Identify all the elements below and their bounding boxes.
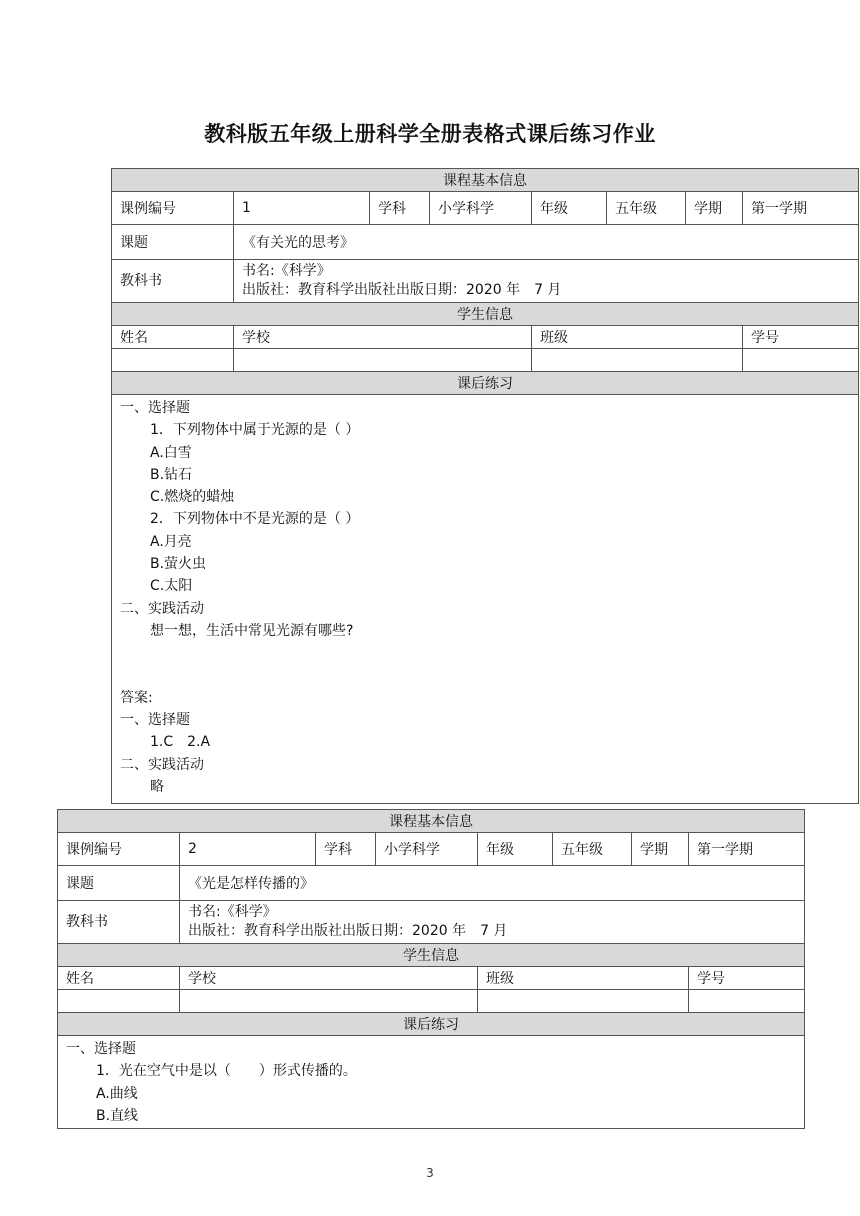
exercise-line: 二、实践活动 [120, 600, 204, 617]
exercise-line: 1．光在空气中是以（ ）形式传播的。 [96, 1063, 357, 1080]
term-label: 学期 [686, 192, 743, 225]
name-label: 姓名 [112, 326, 234, 349]
lesson-no-value: 2 [180, 833, 316, 866]
school-label: 学校 [234, 326, 532, 349]
class-field[interactable] [532, 349, 743, 372]
term-value: 第一学期 [689, 833, 805, 866]
basic-info-header: 课程基本信息 [112, 169, 859, 192]
subject-label: 学科 [370, 192, 430, 225]
textbook-value [234, 260, 859, 303]
exercise-line: 一、选择题 [66, 1041, 136, 1057]
school-field[interactable] [234, 349, 532, 372]
class-label: 班级 [532, 326, 743, 349]
exercise-line: 2．下列物体中不是光源的是（ ） [150, 511, 360, 528]
exercise-line: B.直线 [96, 1107, 139, 1124]
grade-value: 五年级 [553, 833, 632, 866]
student-info-header: 学生信息 [58, 944, 805, 967]
topic-value: 《有关光的思考》 [234, 225, 859, 260]
publisher-info: 出版社：教育科学出版社出版日期：2020 年 7 月 [188, 923, 508, 939]
exercise-body [112, 395, 859, 804]
subject-value: 小学科学 [430, 192, 532, 225]
subject-value: 小学科学 [376, 833, 478, 866]
grade-value: 五年级 [607, 192, 686, 225]
exercise-header: 课后练习 [58, 1013, 805, 1036]
exercise-line: C.燃烧的蜡烛 [150, 489, 235, 506]
student-no-label: 学号 [689, 967, 805, 990]
term-value: 第一学期 [743, 192, 859, 225]
exercise-line: 答案: [120, 689, 153, 706]
basic-info-header: 课程基本信息 [58, 810, 805, 833]
exercise-line: 1．下列物体中属于光源的是（ ） [150, 422, 360, 439]
exercise-line: 略 [150, 779, 164, 796]
exercise-line [120, 642, 850, 664]
lesson-no-label: 课例编号 [112, 192, 234, 225]
topic-value: 《光是怎样传播的》 [180, 866, 805, 901]
school-field[interactable] [180, 990, 478, 1013]
lesson-no-label: 课例编号 [58, 833, 180, 866]
name-field[interactable] [58, 990, 180, 1013]
school-label: 学校 [180, 967, 478, 990]
grade-label: 年级 [478, 833, 553, 866]
name-label: 姓名 [58, 967, 180, 990]
book-name: 书名:《科学》 [242, 263, 331, 279]
lesson-card-1 [111, 168, 859, 804]
exercise-line: C.太阳 [150, 578, 193, 595]
textbook-label: 教科书 [58, 901, 180, 944]
exercise-line: 想一想，生活中常见光源有哪些? [150, 622, 354, 639]
page-number: 3 [426, 1166, 434, 1180]
exercise-line: 二、实践活动 [120, 756, 204, 773]
exercise-lines [120, 397, 850, 798]
exercise-line: A.白雪 [150, 444, 192, 461]
lesson-card-2 [57, 809, 805, 1129]
exercise-line [120, 665, 850, 687]
lesson-no-value: 1 [234, 192, 370, 225]
exercise-line: B.萤火虫 [150, 556, 207, 573]
term-label: 学期 [632, 833, 689, 866]
exercise-line: B.钻石 [150, 466, 193, 483]
name-field[interactable] [112, 349, 234, 372]
exercise-body [58, 1036, 805, 1129]
textbook-label: 教科书 [112, 260, 234, 303]
student-no-field[interactable] [743, 349, 859, 372]
student-no-field[interactable] [689, 990, 805, 1013]
student-no-label: 学号 [743, 326, 859, 349]
grade-label: 年级 [532, 192, 607, 225]
exercise-line: 一、选择题 [120, 712, 190, 729]
book-name: 书名:《科学》 [188, 904, 277, 920]
topic-label: 课题 [58, 866, 180, 901]
exercise-line: 一、选择题 [120, 400, 190, 416]
document-title: 教科版五年级上册科学全册表格式课后练习作业 [204, 122, 656, 146]
exercise-header: 课后练习 [112, 372, 859, 395]
class-field[interactable] [478, 990, 689, 1013]
textbook-value [180, 901, 805, 944]
student-info-header: 学生信息 [112, 303, 859, 326]
exercise-line: A.月亮 [150, 533, 192, 550]
exercise-lines [66, 1038, 796, 1127]
publisher-info: 出版社：教育科学出版社出版日期：2020 年 7 月 [242, 282, 562, 298]
topic-label: 课题 [112, 225, 234, 260]
exercise-line: 1.C 2.A [150, 734, 211, 751]
subject-label: 学科 [316, 833, 376, 866]
exercise-line: A.曲线 [96, 1085, 138, 1102]
class-label: 班级 [478, 967, 689, 990]
